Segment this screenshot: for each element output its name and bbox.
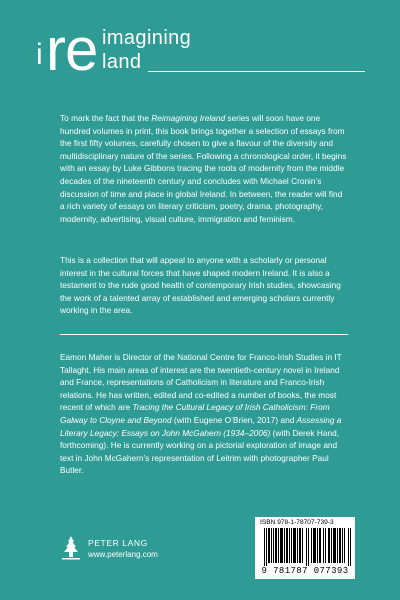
author-bio — [60, 351, 349, 477]
blurb-paragraph-1 — [60, 112, 349, 225]
isbn-text: ISBN 978-1-78707-739-3 — [260, 519, 334, 526]
bio-part-3: (with Derek Hand, forthcoming). He is currently working on a pictorial exploration of image and text in John McGahern’s representation of Leitrim with photographer Paul Butler. — [60, 427, 340, 476]
logo-rule — [148, 71, 365, 72]
logo-word-land: land — [102, 51, 142, 73]
bio-part-2: (with Eugene O’Brien, 2017) and — [171, 414, 297, 425]
publisher-website: www.peterlang.com — [88, 550, 158, 559]
blurb-p1-start: To mark the fact that the — [60, 113, 152, 123]
section-divider — [60, 334, 348, 335]
blurb-p1-rest: series will soon have one hundred volumes in print, this book brings together a selection of essays from the first fifty volumes, carefully chosen to give a flavour of the diversity and multidisciplinary nature of the series. Following a chronological order, it begins with an essay by Luke Gibbons tracing the roots of modernity from the middle decades of the nineteenth century and concludes with Michael Cronin’s discussion of time and place in global Ireland. In between, the reader will find a rich variety of essays on literary criticism, poetry, drama, photography, modernity, advertising, visual culture, immigration and feminism. — [60, 113, 347, 224]
publisher-logo — [61, 535, 221, 575]
logo-letter-i: i — [36, 38, 43, 71]
peter-lang-pine-tree-icon — [61, 535, 81, 561]
bio-book-title-1: Tracing the Cultural Legacy of Irish Catholicism: From Galway to Cloyne and Beyond — [60, 402, 330, 425]
bio-part-1: Eamon Maher is Director of the National Centre for Franco-Irish Studies in IT Tallaght. His main areas of interest are the twentieth-century novel in Ireland and France, representations of Catholicism in literature and Franco-Irish relations. He has written, edited and co-edited a number of books, the most recent of which are — [60, 352, 342, 413]
blurb-paragraph-2 — [60, 254, 349, 317]
reimagining-ireland-series-logo — [36, 14, 366, 84]
logo-word-imagining: imagining — [102, 27, 192, 49]
barcode-bars — [264, 528, 352, 566]
barcode-digits: 9 781787 077393 — [261, 566, 349, 576]
bio-book-title-2: Assessing a Literary Legacy: Essays on John McGahern (1934–2006) — [60, 414, 342, 438]
blurb-p2-text: This is a collection that will appeal to anyone with a scholarly or personal interest in the cultural forces that have shaped modern Ireland. It is also a testament to the rude good health of contemporary Irish studies, showcasing the work of a talented array of established and emerging scholars currently working in the area. — [60, 255, 341, 316]
blurb-series-title: Reimagining Ireland — [151, 113, 226, 123]
publisher-name: PETER LANG — [88, 538, 148, 548]
isbn-barcode — [255, 517, 355, 579]
logo-letters-re: re — [46, 16, 98, 83]
